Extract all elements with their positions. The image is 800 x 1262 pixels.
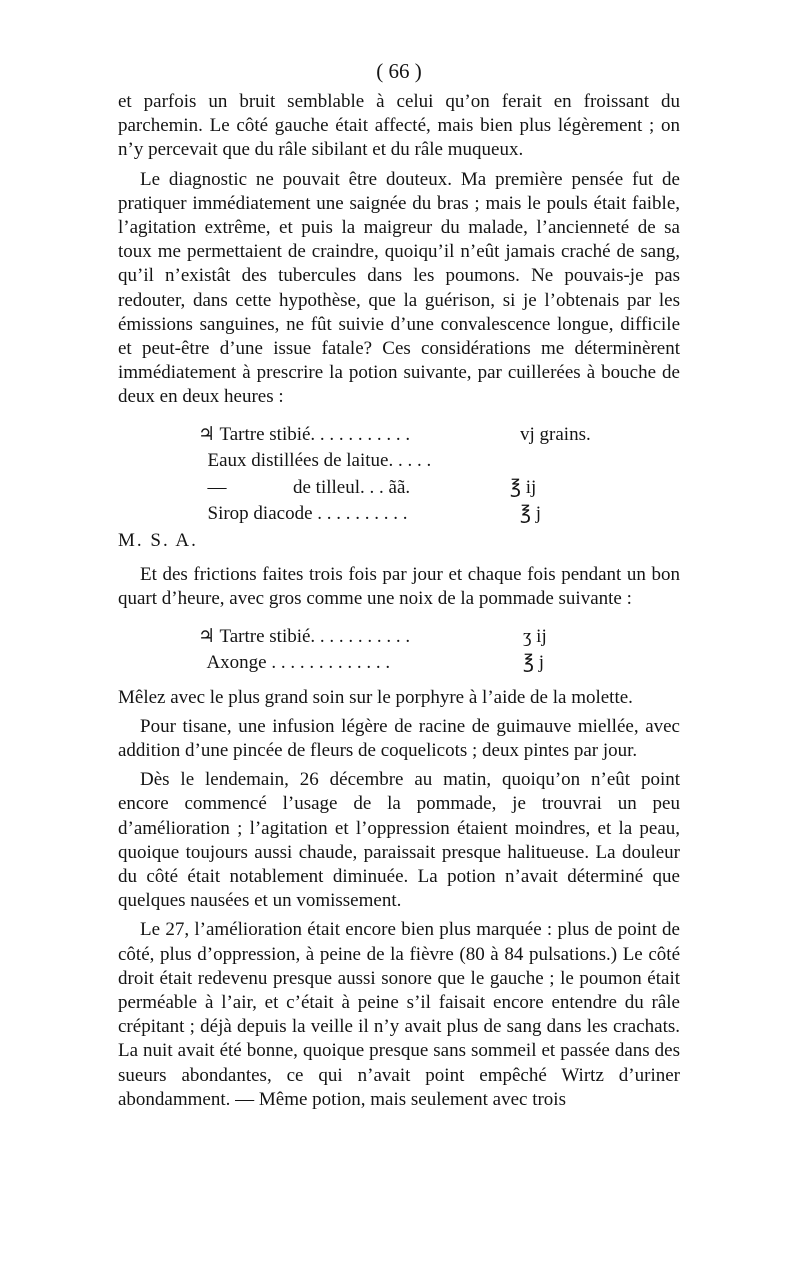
prescription-line (118, 422, 680, 449)
prescription-line (118, 448, 680, 475)
prescription-quantity: ℥ j (520, 503, 542, 525)
prescription-item: ♃ Tartre stibié. . . . . . . . . . . (198, 625, 411, 647)
prescription-line (118, 624, 680, 651)
prescription-line (118, 475, 680, 502)
paragraph: Le diagnostic ne pouvait être douteux. Ma première pensée fut de pratiquer immédiatement une saignée du bras ; mais le pouls était faible, l’agitation extrême, et puis la maigreur du malade, l’ancienneté de sa toux me permettaient de craindre, quoiqu’il n’eût jamais craché de sang, qu’il n’existât des tubercules dans les poumons. Ne pouvais-je pas redouter, dans cette hypothèse, que la guérison, si je l’obtenais par les émissions sanguines, ne fût suivie d’une convalescence longue, difficile et peut-être d’une issue fatale? Ces considérations me déterminèrent immédiatement à prescrire la potion suivante, par cuillerées à bouche de deux en deux heures : (118, 168, 680, 408)
prescription-item: ♃ Tartre stibié. . . . . . . . . . . (198, 423, 411, 445)
prescription-ointment (118, 624, 680, 677)
paragraph: Le 27, l’amélioration était encore bien plus marquée : plus de point de côté, plus d’oppression, à peine de la fièvre (80 à 84 pulsations.) Le côté droit était redevenu presque aussi sonore que le gauche ; le poumon était perméable à l’air, et c’était à peine s’il faisait encore entendre du râle crépitant ; déjà depuis la veille il n’y avait plus de sang dans les crachats. La nuit avait été bonne, quoique presque sans sommeil et passée dans des sueurs abondantes, ce qui n’avait point empêché Wirtz d’uriner abondamment. — Même potion, mais seulement avec trois (118, 919, 680, 1110)
page-number: ( 66 ) (376, 59, 422, 83)
prescription-item: Axonge . . . . . . . . . . . . . (198, 652, 391, 674)
prescription-item: — de tilleul. . . ãã. (198, 476, 411, 498)
prescription-signature: M. S. A. (118, 529, 198, 551)
prescription-item: Eaux distillées de laitue. . . . . (198, 450, 432, 472)
prescription-quantity: ℥ ij (510, 476, 537, 498)
paragraph: et parfois un bruit semblable à celui qu’on ferait en froissant du parchemin. Le côté gauche était affecté, mais bien plus légèrement ; on n’y percevait que du râle sibilant et du râle muqueux. (118, 91, 680, 161)
paragraph: Mêlez avec le plus grand soin sur le porphyre à l’aide de la molette. (118, 686, 633, 708)
prescription-quantity: ʒ ij (523, 625, 547, 647)
prescription-potion (118, 422, 680, 555)
prescription-line (118, 650, 680, 677)
prescription-line (118, 501, 680, 528)
prescription-quantity: ℥ j (523, 652, 545, 674)
paragraph: Dès le lendemain, 26 décembre au matin, quoiqu’on n’eût point encore commencé l’usage de la pommade, je trouvrai un peu d’amélioration ; l’agitation et l’oppression étaient moindres, et la peau, quoique toujours aussi chaude, paraissait presque halitueuse. La douleur du côté était notablement diminuée. La potion n’avait déterminé que quelques nausées et un vomissement. (118, 769, 680, 912)
prescription-quantity: vj grains. (520, 423, 591, 445)
paragraph: Et des frictions faites trois fois par jour et chaque fois pendant un bon quart d’heure, avec gros comme une noix de la pommade suivante : (118, 564, 680, 610)
paragraph: Pour tisane, une infusion légère de racine de guimauve miellée, avec addition d’une pincée de fleurs de coquelicots ; deux pintes par jour. (118, 715, 680, 761)
prescription-item: Sirop diacode . . . . . . . . . . (198, 503, 408, 525)
document-page (118, 56, 680, 1112)
